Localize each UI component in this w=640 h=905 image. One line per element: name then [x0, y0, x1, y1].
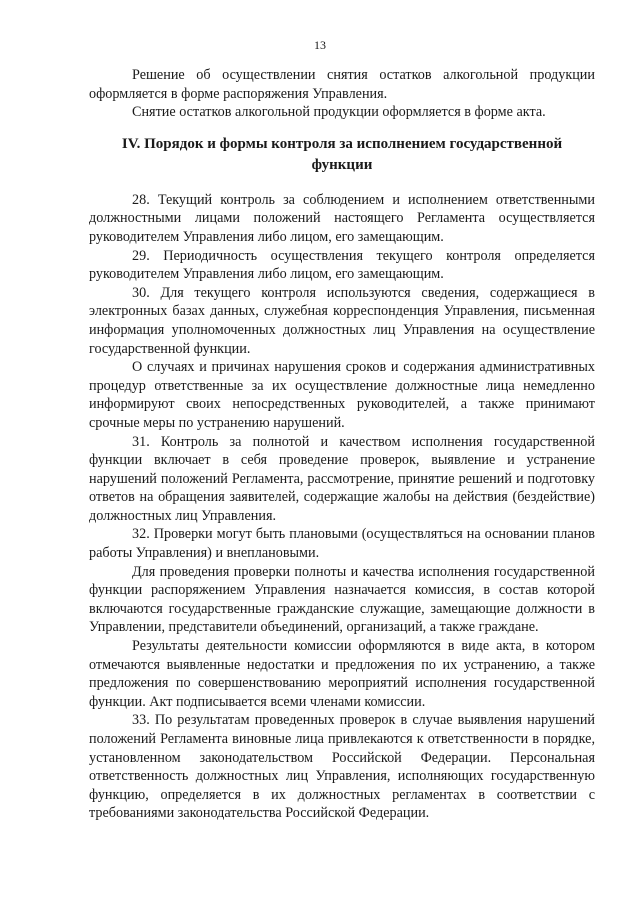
document-body: [89, 66, 595, 823]
paragraph-30: 30. Для текущего контроля используются сведения, содержащиеся в электронных базах данных, служебная корреспонденция Управления, письменная информация уполномоченных должностных лиц Управления на осуществление государственной функции.: [89, 284, 595, 357]
paragraph-32: 32. Проверки могут быть плановыми (осуществляться на основании планов работы Управления) и внеплановыми.: [89, 526, 595, 562]
section-heading: IV. Порядок и формы контроля за исполнением государственной функции: [121, 135, 563, 173]
paragraph-29: 29. Периодичность осуществления текущего контроля определяется руководителем Управления либо лицом, его замещающим.: [89, 247, 595, 283]
paragraph-commission-results: Результаты деятельности комиссии оформляются в виде акта, в котором отмечаются выявленные недостатки и предложения по их устранению, а также предложения по совершенствованию мероприятий исполнения государственной функции. Акт подписывается всеми членами комиссии.: [89, 638, 595, 710]
paragraph-33: 33. По результатам проведенных проверок в случае выявления нарушений положений Регламента виновные лица привлекаются к ответственности в порядке, установленном законодательством Российской Федерации. Персональная ответственность должностных лиц Управления, исполняющих государственную функцию, определяется в их должностных регламентах в соответствии с требованиями законодательства Российской Федерации.: [89, 712, 595, 822]
paragraph-act-form: Снятие остатков алкогольной продукции оформляется в форме акта.: [132, 104, 546, 121]
page-number: 13: [314, 38, 326, 52]
paragraph-31: 31. Контроль за полнотой и качеством исполнения государственной функции включает в себя проведение проверок, выявление и устранение нарушений положений Регламента, рассмотрение, принятие решений и подготовку ответов на обращения заявителей, содержащие жалобы на действия (бездействие) должностных лиц Управления.: [89, 433, 595, 524]
paragraph-commission: Для проведения проверки полноты и качества исполнения государственной функции распоряжением Управления назначается комиссия, в состав которой включаются государственные гражданские служащие, замещающие должности в Управлении, представители объединений, организаций, а также граждане.: [89, 563, 595, 636]
paragraph-violations: О случаях и причинах нарушения сроков и содержания административных процедур ответственные за их осуществление должностные лица немедленно информируют своих непосредственных руководителей, а также принимают срочные меры по устранению нарушений.: [89, 359, 595, 431]
paragraph-28: 28. Текущий контроль за соблюдением и исполнением ответственными должностными лицами положений настоящего Регламента осуществляется руководителем Управления либо лицом, его замещающим.: [89, 191, 595, 245]
paragraph-decision-form: Решение об осуществлении снятия остатков алкогольной продукции оформляется в форме распоряжения Управления.: [89, 67, 595, 102]
